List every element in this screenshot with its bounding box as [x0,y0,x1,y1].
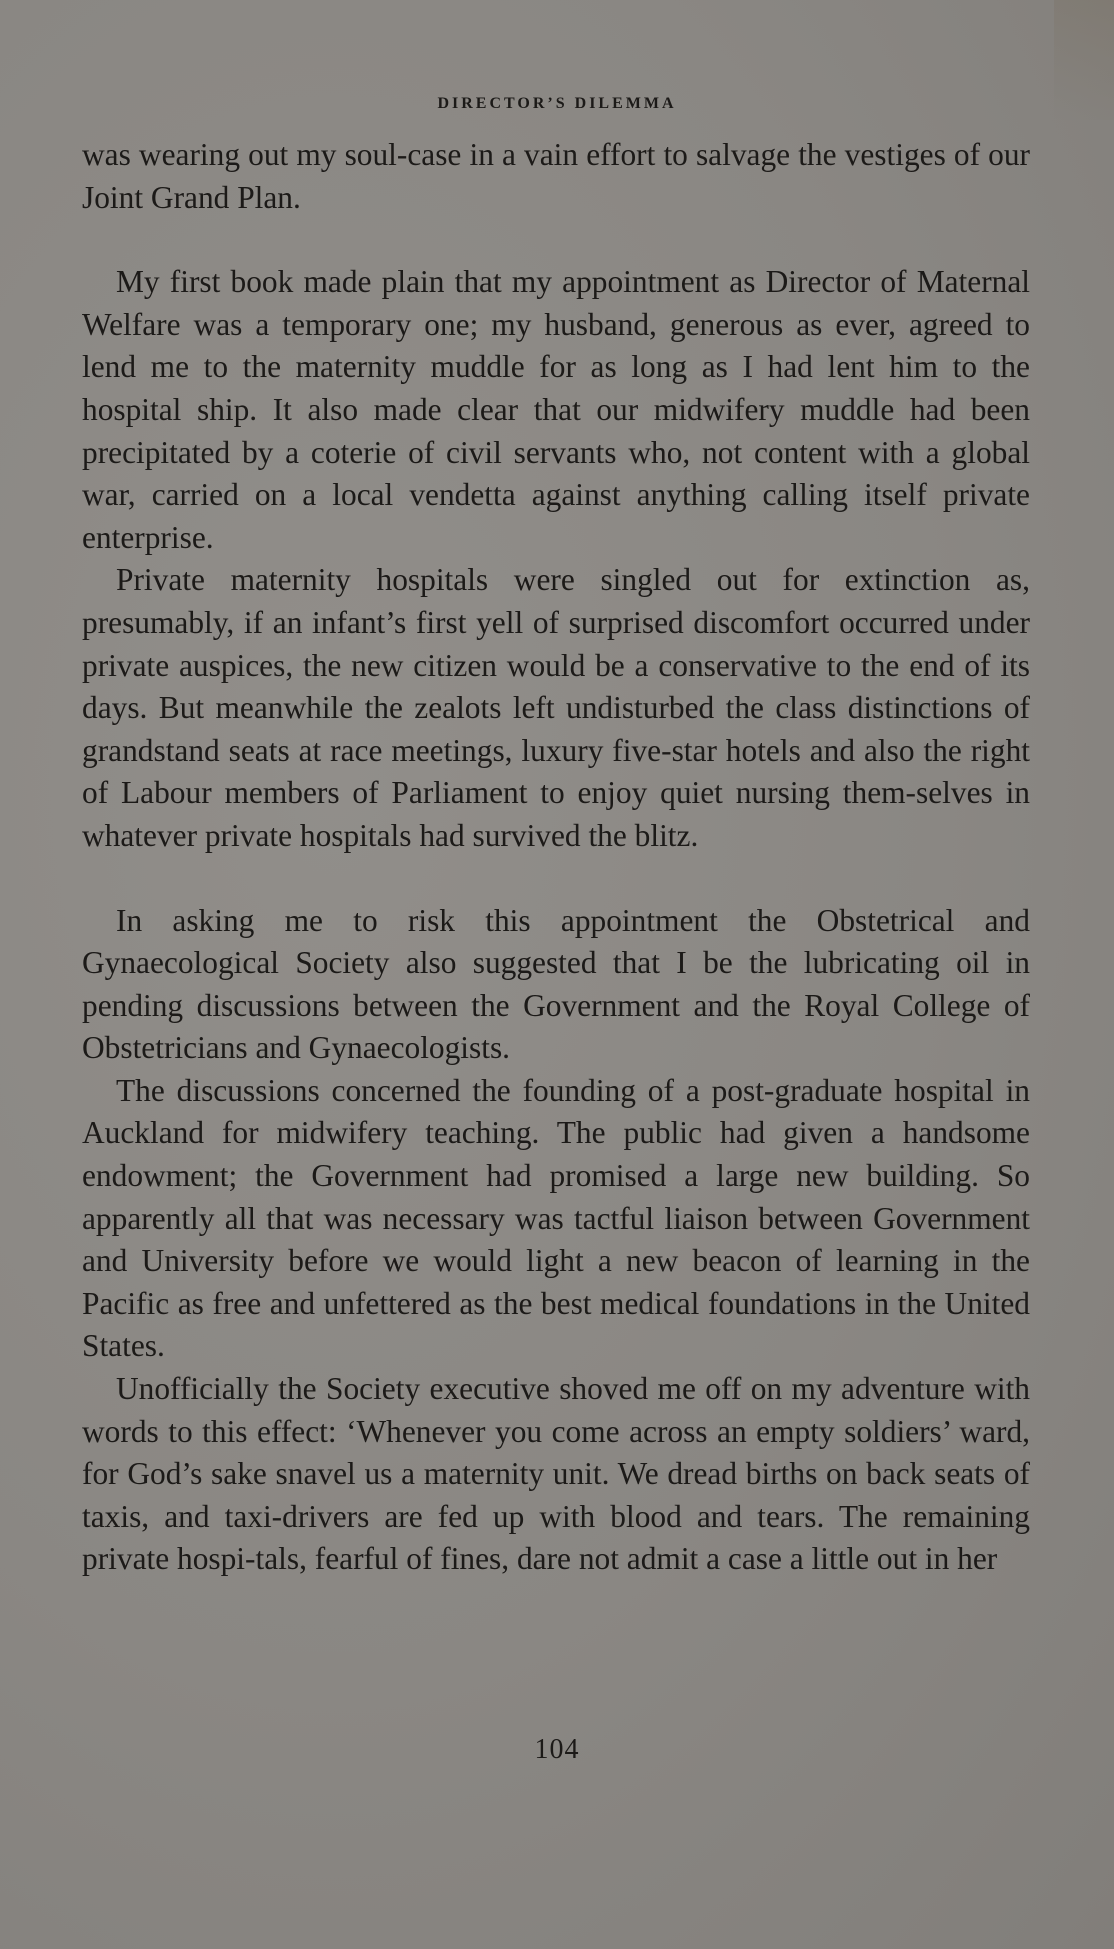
paragraph-first-book: My first book made plain that my appointment as Director of Maternal Welfare was a temporary one; my husband, generous as ever, agreed to lend me to the maternity muddle for as long as I had lent him to the hospital ship. It also made clear that our midwifery muddle had been precipitated by a coterie of civil servants who, not content with a global war, carried on a local vendetta against anything calling itself private enterprise. [82,264,1030,555]
paragraph-private-hospitals: Private maternity hospitals were singled out for extinction as, presumably, if an infant’s first yell of surprised discomfort occurred under private auspices, the new citizen would be a conservative to the end of its days. But meanwhile the zealots left undisturbed the class distinctions of grandstand seats at race meetings, luxury five-star hotels and also the right of Labour members of Parliament to enjoy quiet nursing them-selves in whatever private hospitals had survived the blitz. [82,562,1030,853]
page-number: 104 [534,1734,580,1765]
running-header: director’s dilemma [437,88,677,113]
body-text [82,134,1030,1581]
paragraph-discussions: The discussions concerned the founding of a post-graduate hospital in Auckland for midwifery teaching. The public had given a handsome endowment; the Government had promised a large new building. So apparently all that was necessary was tactful liaison between Government and University before we would light a new beacon of learning in the Pacific as free and unfettered as the best medical foundations in the United States. [82,1072,1030,1364]
paragraph-society-request: In asking me to risk this appointment the Obstetrical and Gynaecological Society also suggested that I be the lubricating oil in pending discussions between the Government and the Royal College of Obstetricians and Gynaecologists. [82,902,1030,1066]
paragraph-continuation: was wearing out my soul-case in a vain effort to salvage the vestiges of our Joint Grand Plan. [82,137,1030,215]
paragraph-unofficially: Unofficially the Society executive shoved me off on my adventure with words to this effect: ‘Whenever you come across an empty soldiers’ ward, for God’s sake snavel us a maternity unit. We dread births on back seats of taxis, and taxi-drivers are fed up with blood and tears. The remaining private hospi-tals, fearful of fines, dare not admit a case a little out in her [82,1371,1030,1577]
